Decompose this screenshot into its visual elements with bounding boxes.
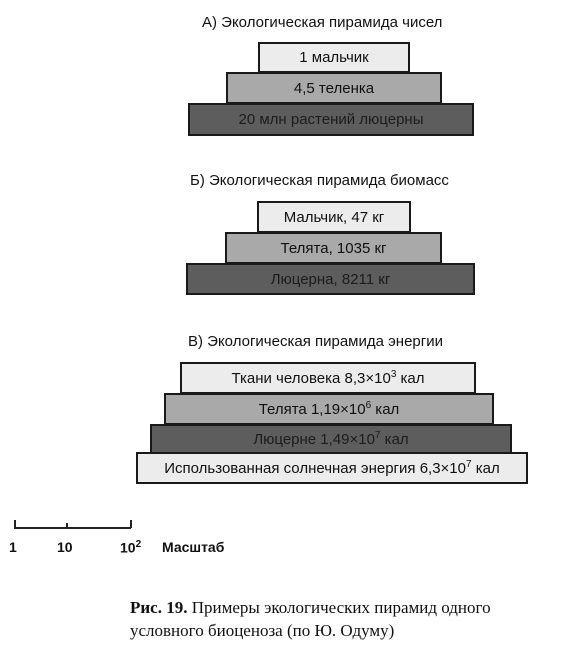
pyramid-biomass-title: Б) Экологическая пирамида биомасс [190, 172, 449, 189]
scale-title: Масштаб [162, 539, 225, 555]
scale-label-10: 10 [57, 539, 73, 555]
figure-caption [130, 596, 560, 642]
scale-axis-line [14, 527, 131, 529]
level-label: Ткани человека $8,3\times 10^3$ кал [231, 369, 425, 387]
pyramid-numbers-title: А) Экологическая пирамида чисел [202, 14, 443, 31]
pyramid-biomass-level-2 [225, 232, 442, 264]
pyramid-energy-title: В) Экологическая пирамида энергии [188, 333, 443, 350]
level-label: 20 млн растений люцерны [238, 111, 424, 128]
level-label: Использованная солнечная энергия $6,3\times 10^7$ кал [164, 459, 500, 477]
pyramid-numbers-level-3 [188, 103, 474, 136]
level-label: Люцерна, 8211 кг [270, 270, 391, 288]
pyramid-numbers-level-2 [226, 72, 442, 104]
scale-label-100: $10^2$ [120, 539, 142, 556]
scale-label-1: 1 [9, 539, 17, 555]
pyramid-numbers-level-1 [258, 42, 410, 73]
pyramid-energy-level-1 [180, 362, 476, 394]
figure-caption-text: Примеры экологических пирамид одного условного биоценоза (по Ю. Одуму) [130, 598, 491, 640]
pyramid-energy-level-4 [136, 452, 528, 484]
figure-number: Рис. 19. [130, 598, 188, 617]
pyramid-energy-level-2 [164, 393, 494, 425]
pyramid-energy-level-3 [150, 424, 512, 454]
level-label: 1 мальчик [299, 49, 369, 66]
level-label: Люцерне $1,49\times 10^7$ кал [253, 430, 409, 448]
scale-tick-end [130, 520, 132, 528]
level-label: 4,5 теленка [293, 79, 375, 97]
scale-tick-start [14, 520, 16, 528]
level-label: Мальчик, 47 кг [283, 208, 385, 226]
pyramid-biomass-level-1 [257, 201, 411, 233]
pyramid-biomass-level-3 [186, 263, 475, 295]
level-label: Телята, 1035 кг [280, 239, 387, 257]
level-label: Телята $1,19\times 10^6$ кал [258, 400, 400, 418]
scale-tick-mid [66, 523, 68, 528]
